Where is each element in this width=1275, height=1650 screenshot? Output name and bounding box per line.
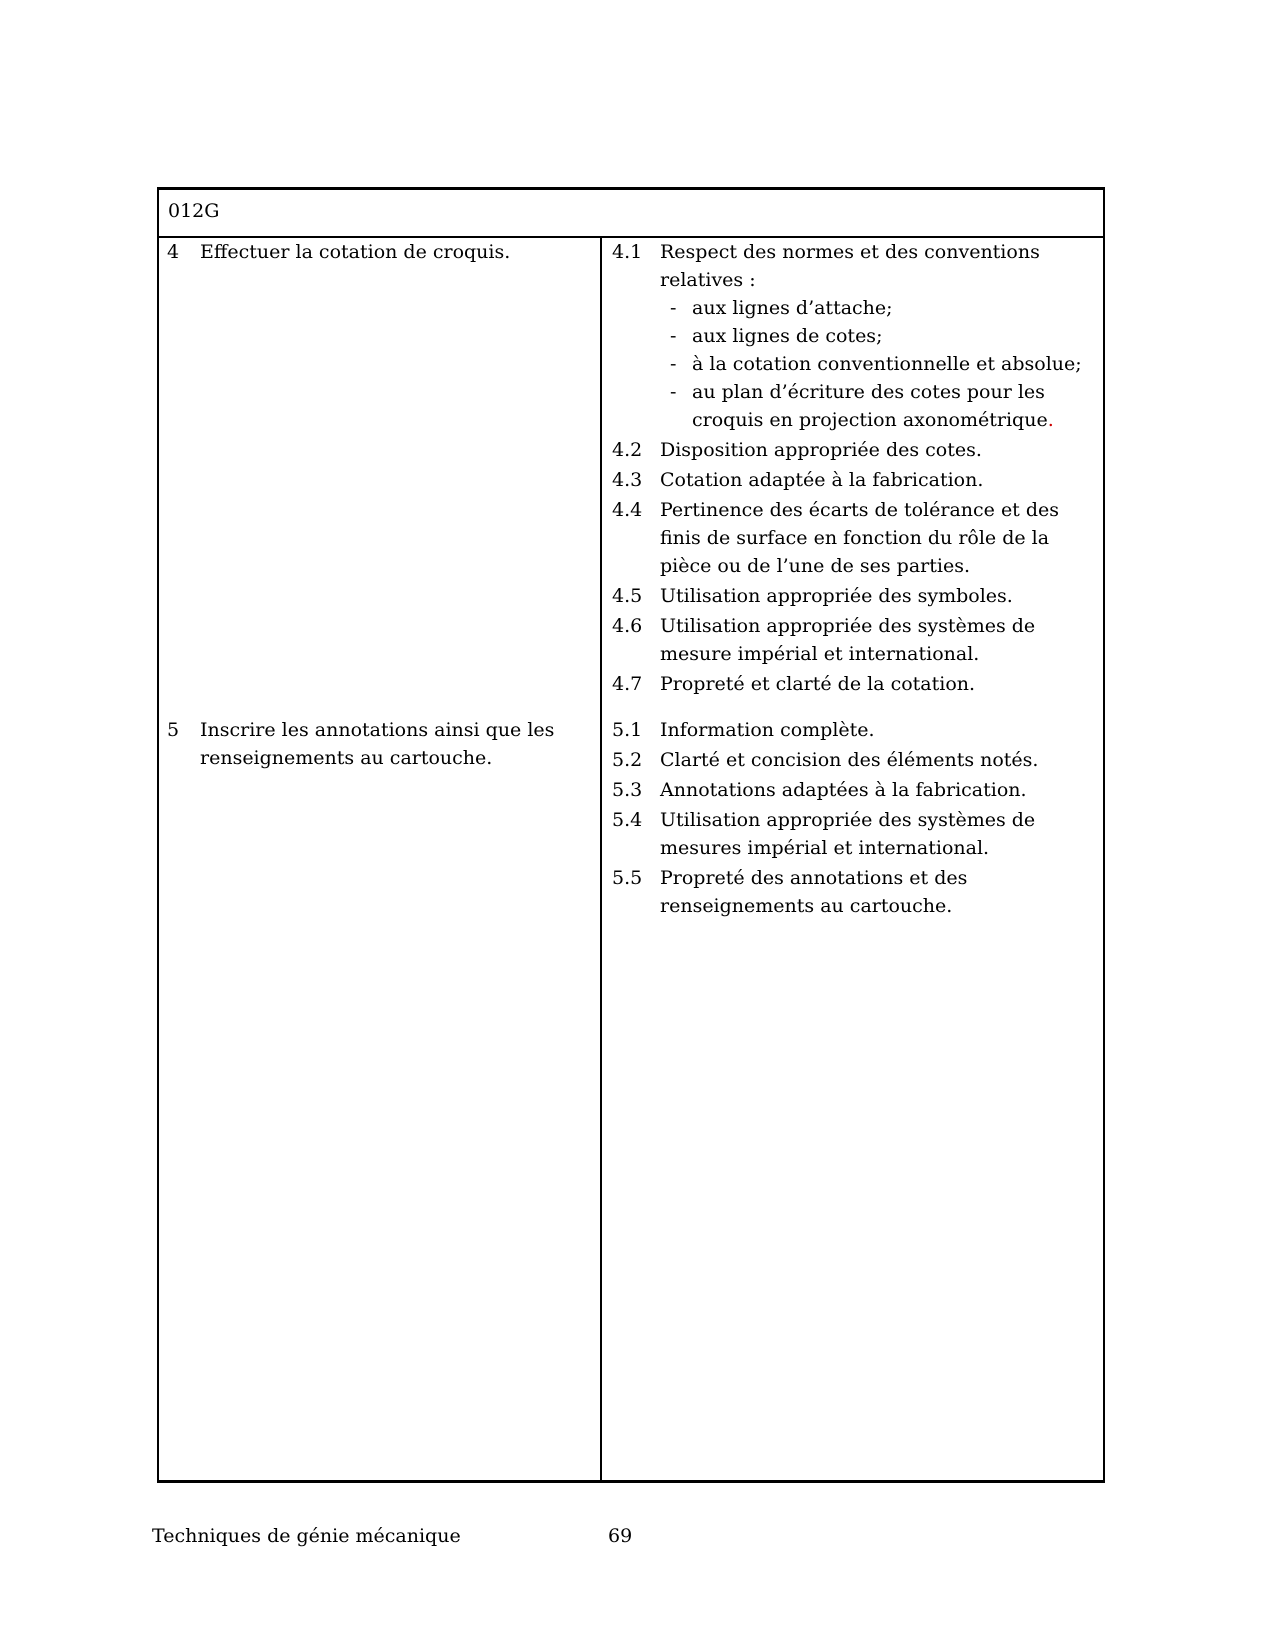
- bullet-text: à la cotation conventionnelle et absolue;: [692, 353, 1082, 375]
- objectives-column: [159, 238, 602, 1480]
- bullet-dash: -: [670, 297, 677, 319]
- criterion-text-line: mesures impérial et international.: [660, 837, 990, 859]
- criterion-item-5-4: [612, 806, 1103, 862]
- page-footer: [0, 1522, 1275, 1550]
- criterion-text-line: Utilisation appropriée des symboles.: [660, 585, 1013, 607]
- criterion-text-line: renseignements au cartouche.: [660, 895, 953, 917]
- red-period: .: [1047, 409, 1054, 431]
- criterion-item-5-3: [612, 776, 1103, 804]
- table-header-row: [159, 190, 1103, 238]
- criteria-column: [602, 238, 1103, 1480]
- course-code: 012G: [168, 200, 220, 222]
- criterion-number: 4.2: [612, 439, 643, 461]
- footer-page-number: 69: [608, 1525, 633, 1547]
- criteria-group-5: [612, 716, 1103, 920]
- criterion-bullet: [660, 294, 1103, 322]
- objective-number: 4: [167, 241, 180, 263]
- criterion-text-line: Propreté et clarté de la cotation.: [660, 673, 976, 695]
- criterion-item-4-6: [612, 612, 1103, 668]
- objective-text: Effectuer la cotation de croquis.: [200, 241, 511, 263]
- criterion-number: 4.3: [612, 469, 643, 491]
- criterion-item-5-1: [612, 716, 1103, 744]
- objective-item-5: [167, 716, 600, 772]
- criterion-bullet: [660, 378, 1103, 434]
- criterion-text-line: Utilisation appropriée des systèmes de: [660, 809, 1036, 831]
- objective-text-line: renseignements au cartouche.: [200, 747, 493, 769]
- criterion-number: 4.6: [612, 615, 643, 637]
- bullet-text: aux lignes de cotes;: [692, 325, 883, 347]
- criterion-text-line: relatives :: [660, 269, 756, 291]
- criterion-item-4-7: [612, 670, 1103, 698]
- criteria-group-4: [612, 238, 1103, 698]
- criterion-text-line: Utilisation appropriée des systèmes de: [660, 615, 1036, 637]
- criterion-number: 5.2: [612, 749, 643, 771]
- objective-item-4: [167, 238, 600, 266]
- bullet-text-line: au plan d’écriture des cotes pour les: [692, 381, 1045, 403]
- criterion-item-4-4: [612, 496, 1103, 580]
- criterion-number: 4.5: [612, 585, 643, 607]
- criterion-text-line: Pertinence des écarts de tolérance et des: [660, 499, 1060, 521]
- objective-number: 5: [167, 719, 180, 741]
- criterion-bullet: [660, 322, 1103, 350]
- bullet-text: croquis en projection axonométrique: [692, 409, 1048, 431]
- criterion-text-line: Annotations adaptées à la fabrication.: [660, 779, 1027, 801]
- criterion-text-line: mesure impérial et international.: [660, 643, 980, 665]
- criterion-text-line: Information complète.: [660, 719, 875, 741]
- criterion-item-4-1: [612, 238, 1103, 434]
- criterion-text-line: Propreté des annotations et des: [660, 867, 968, 889]
- criterion-text-line: Respect des normes et des conventions: [660, 241, 1040, 263]
- bullet-dash: -: [670, 353, 677, 375]
- criterion-text-line: pièce ou de l’une de ses parties.: [660, 555, 970, 577]
- criterion-item-5-2: [612, 746, 1103, 774]
- criterion-number: 4.4: [612, 499, 643, 521]
- criterion-item-5-5: [612, 864, 1103, 920]
- criterion-number: 4.1: [612, 241, 643, 263]
- criterion-item-4-2: [612, 436, 1103, 464]
- criterion-text-line: finis de surface en fonction du rôle de la: [660, 527, 1050, 549]
- objectives-criteria-table: [157, 187, 1105, 1483]
- criterion-number: 5.1: [612, 719, 643, 741]
- criterion-number: 5.3: [612, 779, 643, 801]
- objective-text-line: Inscrire les annotations ainsi que les: [200, 719, 555, 741]
- table-body-row: [159, 238, 1103, 1480]
- criterion-text-line: Disposition appropriée des cotes.: [660, 439, 982, 461]
- criterion-item-4-5: [612, 582, 1103, 610]
- criterion-number: 4.7: [612, 673, 643, 695]
- bullet-text: aux lignes d’attache;: [692, 297, 893, 319]
- footer-program-title: Techniques de génie mécanique: [152, 1525, 461, 1547]
- criterion-number: 5.4: [612, 809, 643, 831]
- bullet-dash: -: [670, 325, 677, 347]
- criterion-item-4-3: [612, 466, 1103, 494]
- bullet-dash: -: [670, 381, 677, 403]
- bullet-text-line: [692, 406, 1103, 434]
- criterion-text-line: Cotation adaptée à la fabrication.: [660, 469, 984, 491]
- criterion-text-line: Clarté et concision des éléments notés.: [660, 749, 1039, 771]
- criterion-number: 5.5: [612, 867, 643, 889]
- criterion-bullet: [660, 350, 1103, 378]
